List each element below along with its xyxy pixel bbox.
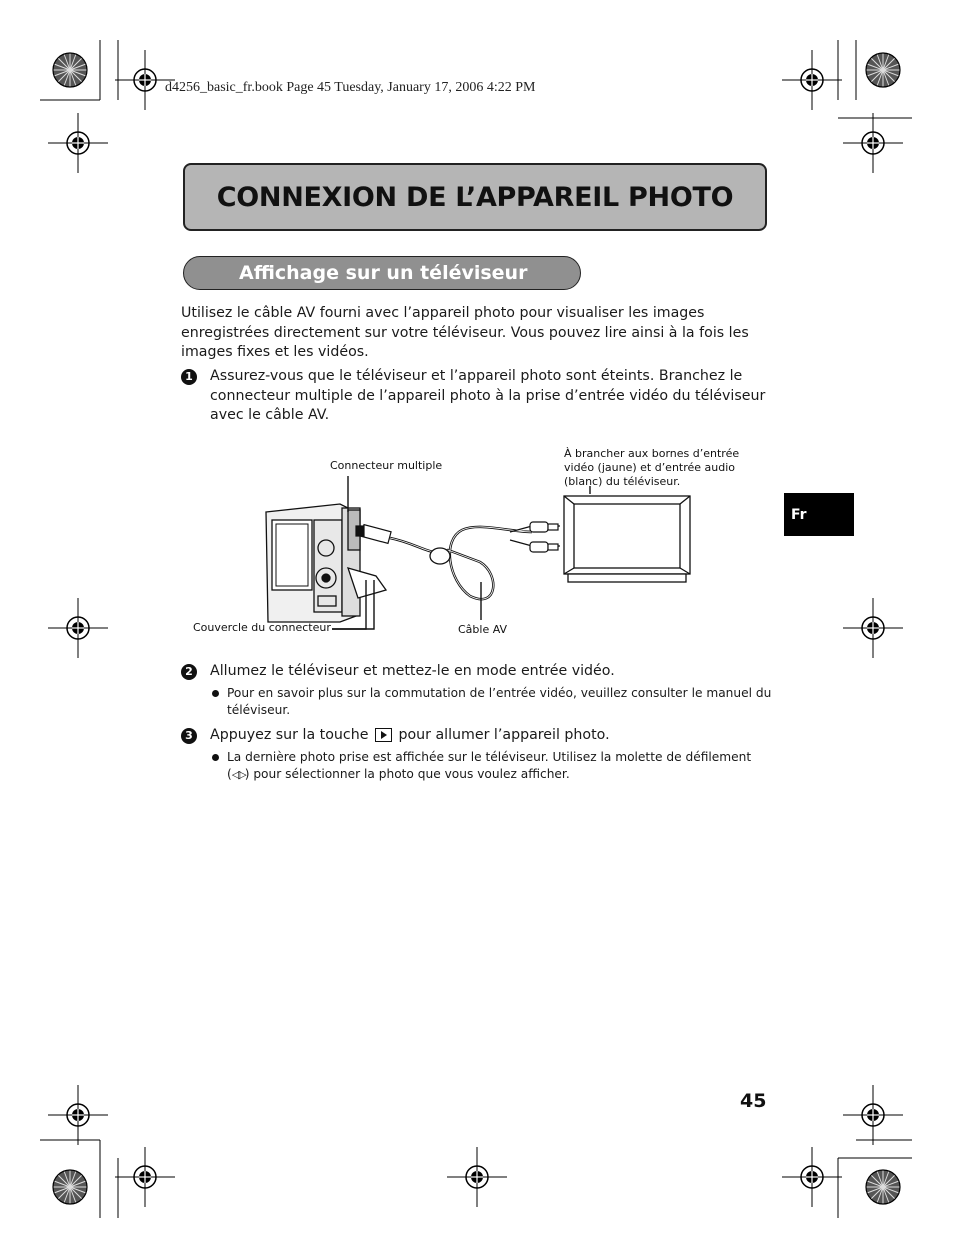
step-1 xyxy=(181,367,773,426)
section-heading-box xyxy=(183,256,581,290)
print-header: d4256_basic_fr.book Page 45 Tuesday, January 17, 2006 4:22 PM xyxy=(165,80,536,95)
tv-illustration xyxy=(564,496,690,582)
scroll-wheel-icon: ◁▷ xyxy=(231,767,245,781)
label-tv-inputs: À brancher aux bornes d’entrée vidéo (jaune) et d’entrée audio (blanc) du téléviseur. xyxy=(564,447,740,488)
bullet-dot xyxy=(212,690,219,697)
step-text-before: Appuyez sur la touche xyxy=(210,727,369,743)
step-2-bullet xyxy=(210,685,775,718)
bullet-text xyxy=(227,749,775,783)
camera-illustration xyxy=(266,504,386,622)
label-av-cable: Câble AV xyxy=(458,623,508,636)
label-connector: Connecteur multiple xyxy=(330,459,443,472)
chapter-title: CONNEXION DE L’APPAREIL PHOTO xyxy=(216,181,734,213)
step-number: 3 xyxy=(181,728,197,744)
bullet-text-after: ) pour sélectionner la photo que vous voulez afficher. xyxy=(244,766,570,781)
language-tab: Fr xyxy=(784,493,854,536)
step-text-after: pour allumer l’appareil photo. xyxy=(398,727,610,743)
step-3-bullet xyxy=(210,749,775,783)
intro-paragraph: Utilisez le câble AV fourni avec l’appareil photo pour visualiser les images enregistrées directement sur votre téléviseur. Vous pouvez lire ainsi à la fois les images fixes et les vidéos. xyxy=(181,305,749,360)
section-title: Affichage sur un téléviseur xyxy=(239,262,528,284)
step-text: Assurez-vous que le téléviseur et l’appareil photo sont éteints. Branchez le connecteur multiple de l’appareil photo à la prise d’entrée vidéo du téléviseur avec le câble AV. xyxy=(210,368,766,423)
step-number: 2 xyxy=(181,664,197,680)
chapter-title-box xyxy=(183,163,767,231)
step-3 xyxy=(181,726,773,746)
label-connector-cover: Couvercle du connecteur xyxy=(193,621,331,634)
step-number: 1 xyxy=(181,369,197,385)
page-number: 45 xyxy=(740,1090,767,1112)
step-text: Allumez le téléviseur et mettez-le en mode entrée vidéo. xyxy=(210,663,615,679)
bullet-text-before: La dernière photo prise est affichée sur le téléviseur. Utilisez la molette de défilement ( xyxy=(227,750,752,781)
bullet-dot xyxy=(212,754,219,761)
step-text xyxy=(210,726,773,746)
playback-button-icon xyxy=(375,728,392,742)
av-cable xyxy=(390,527,532,599)
bullet-text: Pour en savoir plus sur la commutation de l’entrée vidéo, veuillez consulter le manuel du téléviseur. xyxy=(227,686,772,717)
step-2 xyxy=(181,662,773,682)
